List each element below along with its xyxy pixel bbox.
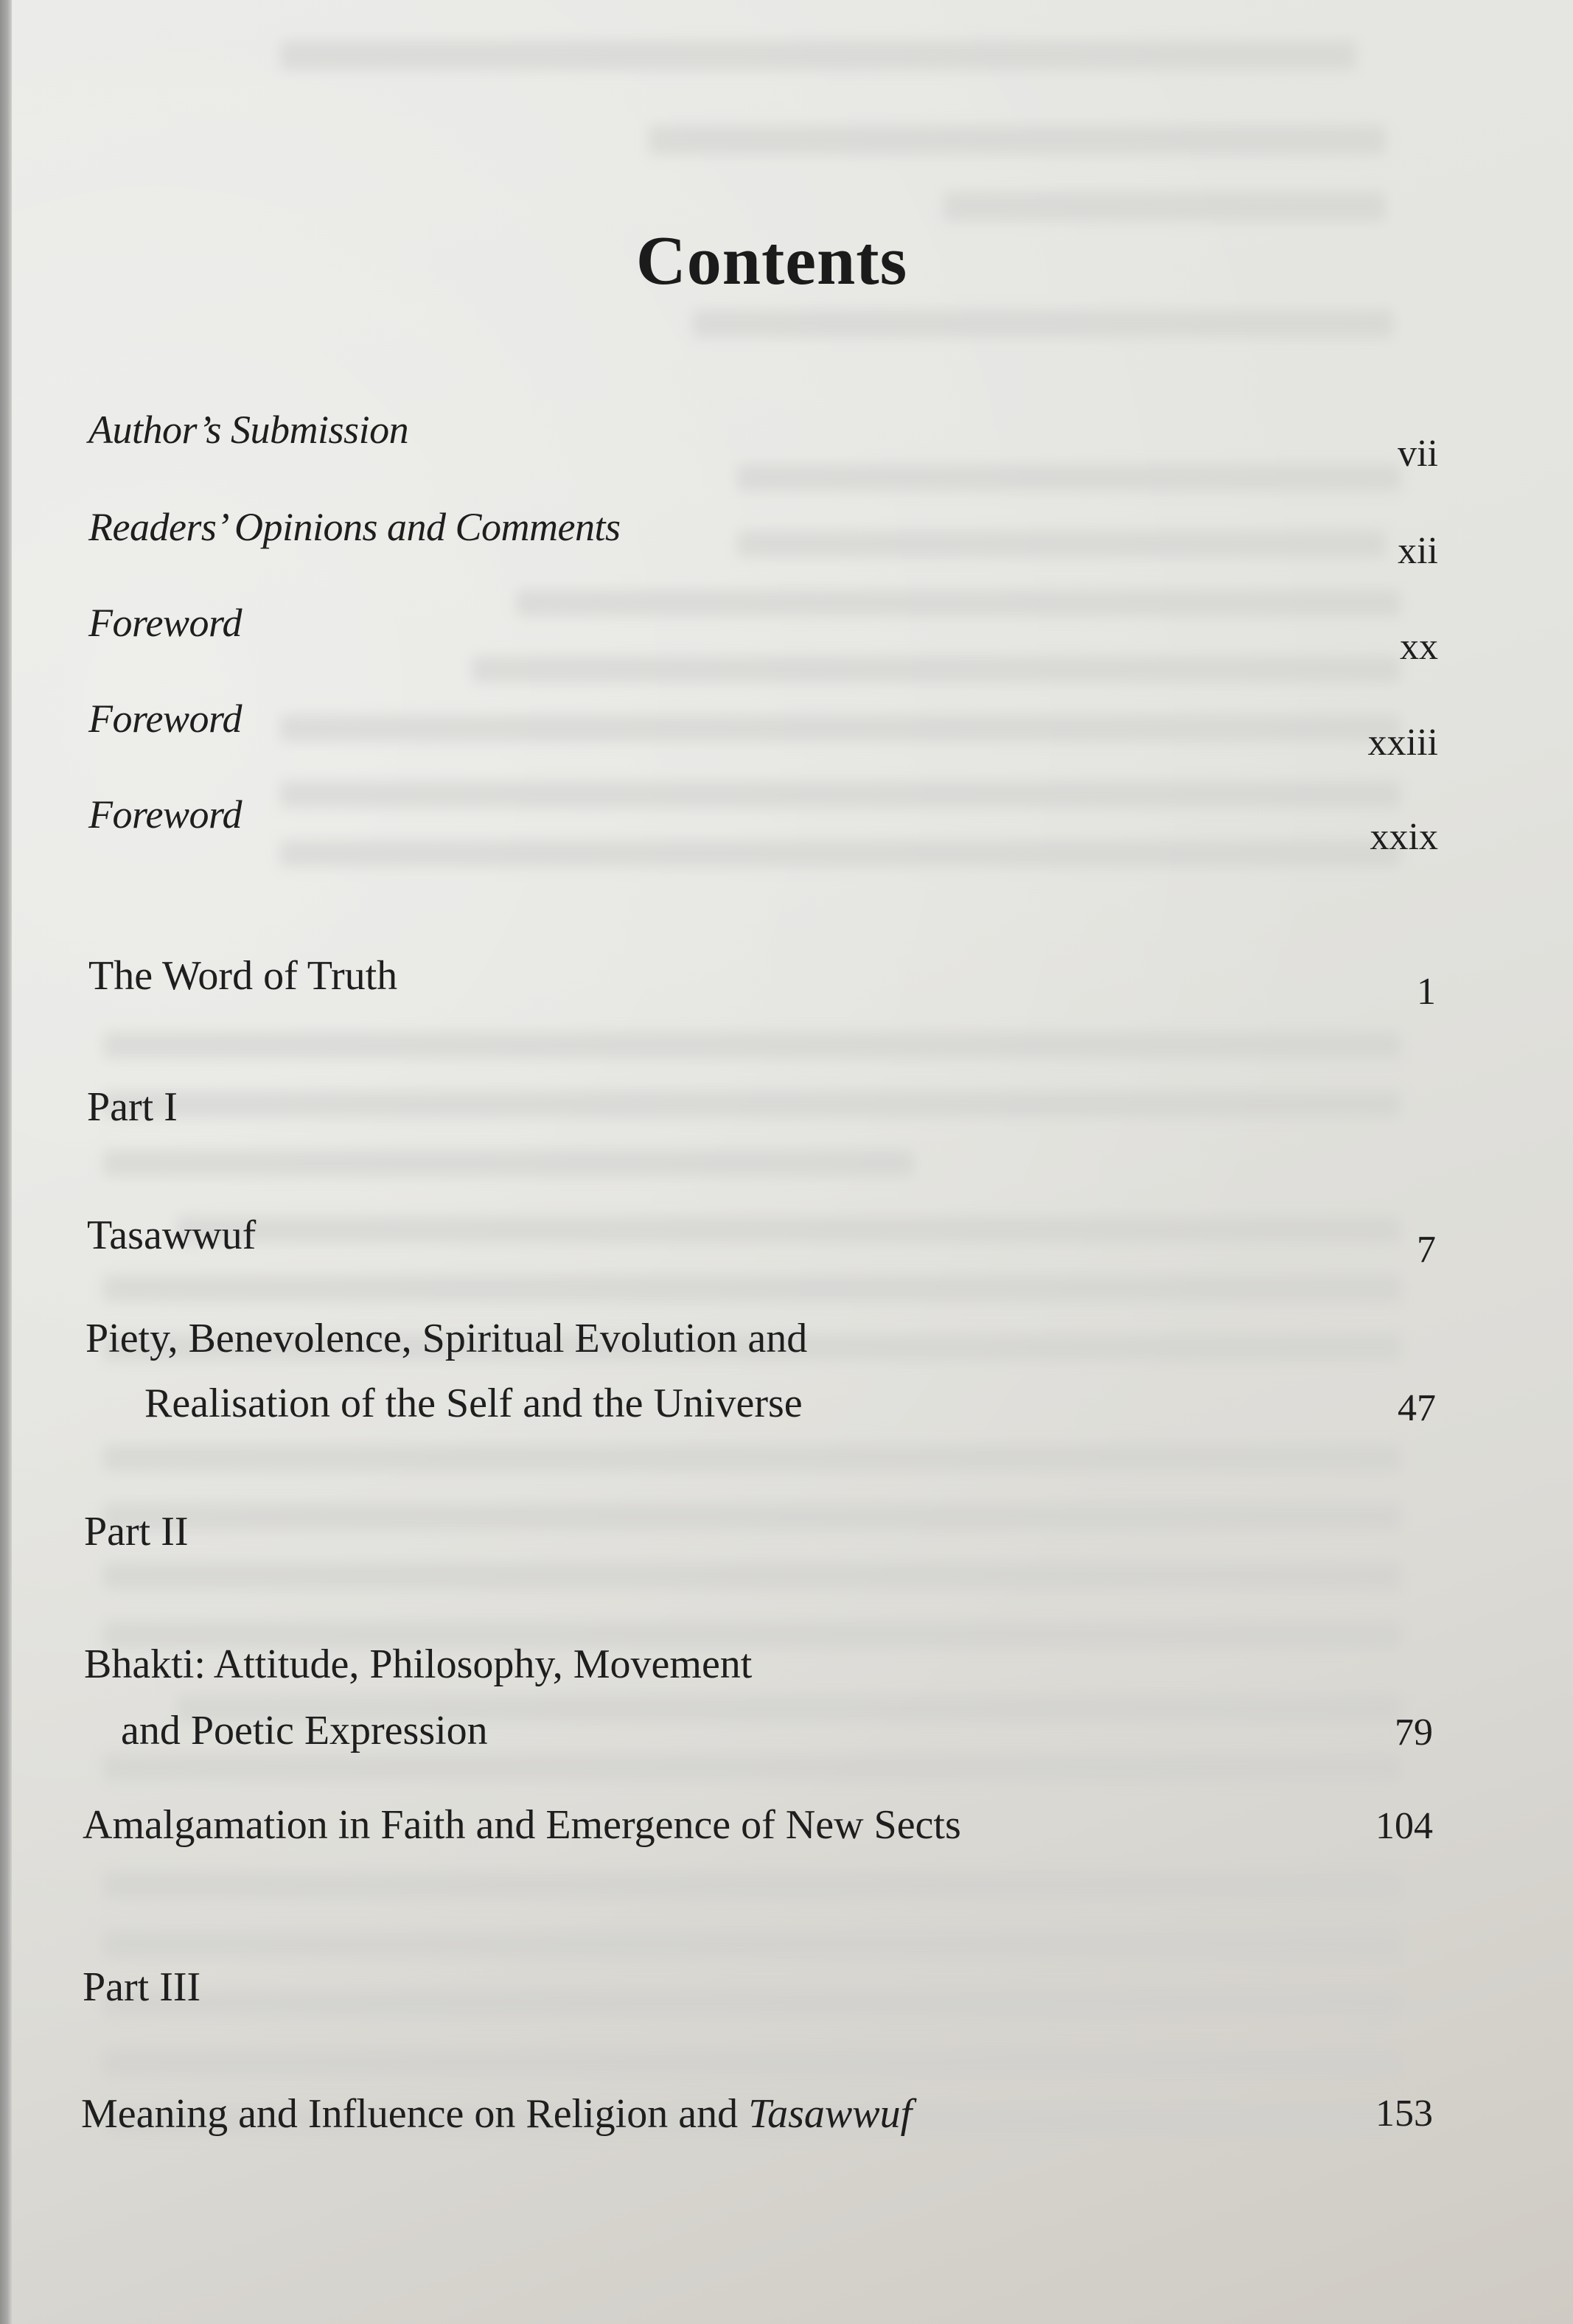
show-through-text — [103, 1754, 1401, 1781]
toc-entry-label: Amalgamation in Faith and Emergence of New Sects — [83, 1802, 961, 1848]
toc-entry-page-number: 47 — [1398, 1387, 1436, 1429]
show-through-text — [103, 2049, 1401, 2076]
show-through-text — [280, 781, 1401, 808]
toc-entry-page-number: xii — [1398, 530, 1438, 572]
toc-entry-page-number: 104 — [1375, 1805, 1433, 1847]
part-heading: Part II — [84, 1509, 189, 1554]
toc-entry-label-line2: and Poetic Expression — [121, 1708, 488, 1754]
toc-entry-page-number: 7 — [1417, 1229, 1436, 1271]
toc-entry-label: Tasawwuf — [87, 1212, 257, 1258]
toc-entry-label-line2: Realisation of the Self and the Universe — [144, 1381, 803, 1426]
show-through-text — [103, 1275, 1401, 1302]
toc-entry-label: Readers’ Opinions and Comments — [88, 505, 621, 549]
show-through-text — [737, 531, 1386, 557]
part-heading: Part I — [87, 1084, 178, 1130]
toc-entry-label: Foreword — [88, 601, 242, 645]
toc-entry-page-number: xxix — [1370, 816, 1438, 858]
toc-entry-page-number: vii — [1398, 433, 1438, 475]
show-through-text — [280, 41, 1356, 70]
show-through-text — [177, 1216, 1401, 1243]
show-through-text — [103, 1091, 1401, 1117]
show-through-text — [103, 1445, 1401, 1471]
show-through-text — [944, 192, 1386, 221]
show-through-text — [103, 1990, 1401, 2017]
show-through-text — [472, 656, 1401, 683]
show-through-text — [693, 310, 1393, 338]
show-through-text — [280, 840, 1401, 867]
show-through-text — [516, 590, 1401, 616]
show-through-text — [737, 464, 1401, 491]
toc-entry-label: Foreword — [88, 697, 242, 741]
page-title: Contents — [635, 223, 908, 299]
toc-entry-label: The Word of Truth — [88, 953, 398, 999]
toc-entry-page-number: xxiii — [1367, 722, 1438, 764]
toc-entry-label-italic-term: Tasawwuf — [748, 2091, 913, 2137]
toc-entry-label: Foreword — [88, 792, 242, 837]
show-through-text — [103, 1504, 1401, 1530]
show-through-text — [103, 1872, 1401, 1899]
toc-entry-page-number: 153 — [1375, 2093, 1433, 2135]
show-through-text — [649, 125, 1386, 155]
toc-entry-page-number: xx — [1400, 626, 1438, 668]
show-through-text — [103, 1563, 1401, 1589]
toc-entry-label-line1: Bhakti: Attitude, Philosophy, Movement — [84, 1641, 753, 1687]
part-heading: Part III — [83, 1964, 201, 2010]
show-through-text — [280, 715, 1401, 741]
show-through-text — [103, 1150, 914, 1176]
toc-entry-page-number: 1 — [1417, 971, 1436, 1013]
show-through-text — [103, 1931, 1401, 1958]
page-edge-shadow — [0, 0, 12, 2324]
show-through-text — [103, 1032, 1401, 1058]
toc-entry-page-number: 79 — [1395, 1711, 1433, 1754]
toc-entry-label-line1: Piety, Benevolence, Spiritual Evolution and — [86, 1316, 808, 1361]
toc-entry-label — [81, 2093, 912, 2135]
toc-entry-label: Author’s Submission — [88, 408, 409, 452]
toc-entry-label-text: Meaning and Influence on Religion and — [81, 2091, 749, 2137]
